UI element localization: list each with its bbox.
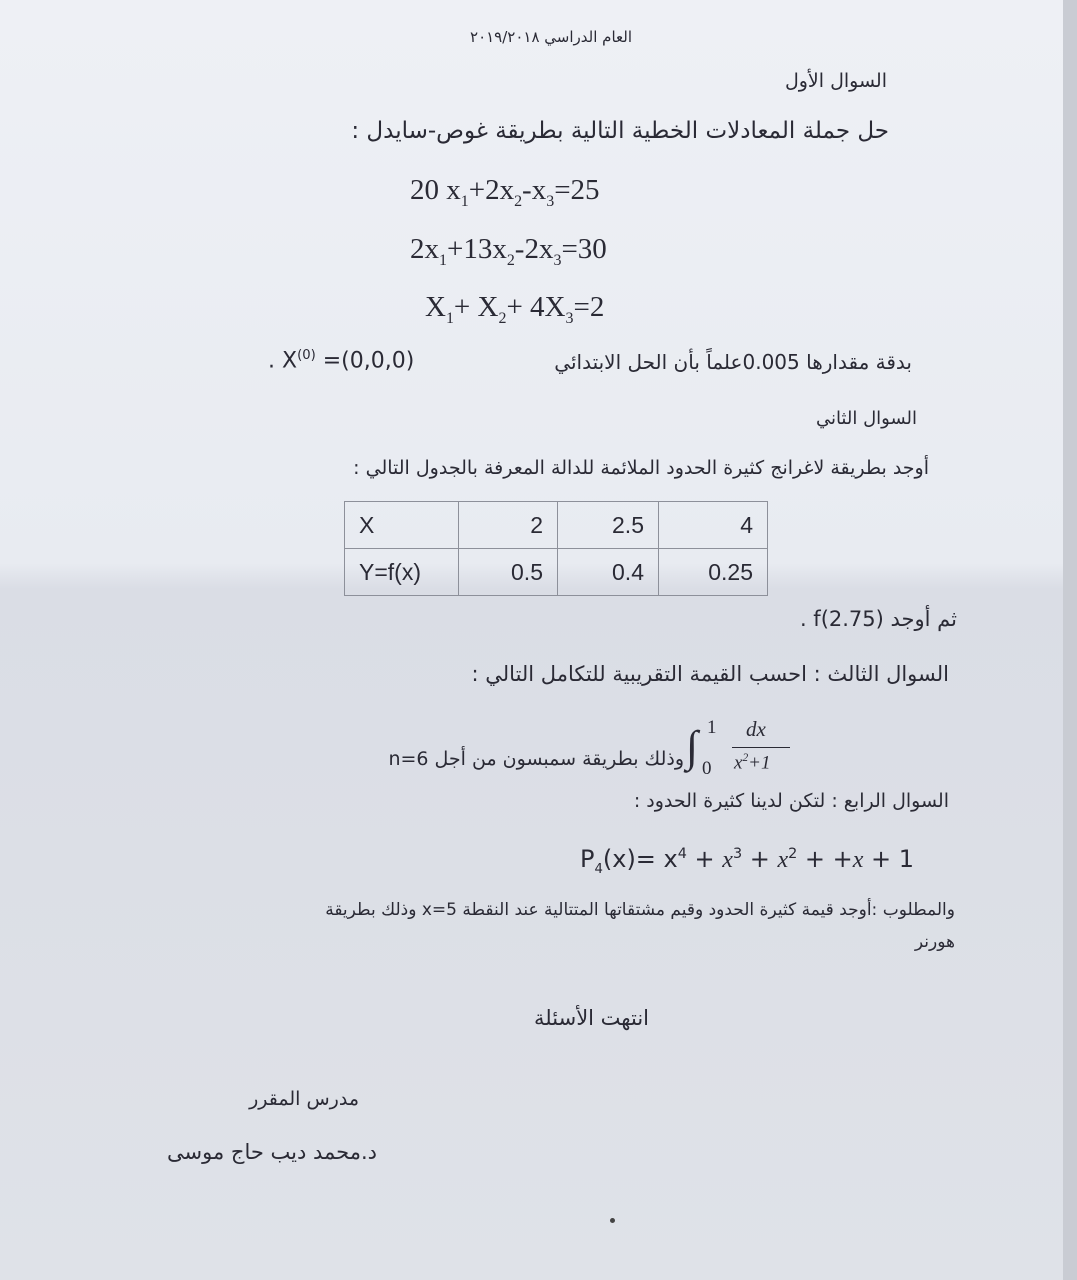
q1-title: السوال الأول: [784, 70, 887, 92]
end-of-questions: انتهت الأسئلة: [534, 1006, 649, 1030]
row-label-y: Y=f(x): [345, 549, 459, 596]
q4-required-line2: هورنر: [914, 932, 955, 952]
q3-method: وذلك بطريقة سمبسون من أجل n=6: [388, 748, 684, 770]
integral-sign: ∫: [686, 722, 699, 771]
q2-prompt: أوجد بطريقة لاغرانج كثيرة الحدود الملائمة للدالة المعرفة بالجدول التالي :: [353, 457, 929, 479]
teacher-name: د.محمد ديب حاج موسى: [167, 1140, 377, 1164]
initial-solution: . $X^{(0)} =(0,0,0)$: [268, 348, 415, 374]
q2-then-find: ثم أوجد f(2.75) .: [799, 607, 957, 631]
teacher-label: مدرس المقرر: [249, 1088, 359, 1110]
table-row-y: [345, 549, 768, 596]
x-value-2: 2.5: [558, 502, 659, 549]
table-row-x: [345, 502, 768, 549]
q3-title: السوال الثالث : احسب القيمة التقريبية للتكامل التالي :: [471, 662, 949, 686]
equation-3: $X_1+ X_2+ 4X_3=2$: [425, 291, 605, 327]
q4-title: السوال الرابع : لتكن لدينا كثيرة الحدود :: [633, 790, 949, 812]
fraction-bar: [732, 747, 790, 748]
equation-2: $2x_1+13x_2-2x_3=30$: [410, 233, 607, 269]
academic-year: العام الدراسي ٢٠١٩/٢٠١٨: [470, 28, 632, 46]
x-value-1: 2: [459, 502, 558, 549]
integral-lower-limit: 0: [702, 758, 712, 779]
equation-1: 20 $x_1+2x_2-x_3=25$: [410, 174, 600, 210]
q1-prompt: حل جملة المعادلات الخطية التالية بطريقة غوص-سايدل :: [351, 118, 889, 144]
q2-title: السوال الثاني: [815, 408, 917, 429]
q4-required-line1: والمطلوب :أوجد قيمة كثيرة الحدود وقيم مشتقاتها المتتالية عند النقطة x=5 وذلك بطريقة: [325, 900, 955, 920]
integrand-denominator: $x^2+1$: [734, 752, 771, 774]
lagrange-table: [344, 501, 768, 596]
polynomial: $P_4(x)= x^4 + x^3 + x^2 + +x + 1$: [580, 845, 915, 877]
y-value-2: 0.4: [558, 549, 659, 596]
paper-dot: [610, 1218, 615, 1223]
y-value-1: 0.5: [459, 549, 558, 596]
integral-expression: [686, 715, 796, 781]
page-edge: [1063, 0, 1077, 1280]
integrand-numerator: dx: [746, 717, 766, 741]
x-value-3: 4: [659, 502, 768, 549]
y-value-3: 0.25: [659, 549, 768, 596]
row-label-x: X: [345, 502, 459, 549]
integral-upper-limit: 1: [707, 717, 717, 738]
q1-precision-note: بدقة مقدارها 0.005علماً بأن الحل الابتدائي: [554, 350, 912, 374]
